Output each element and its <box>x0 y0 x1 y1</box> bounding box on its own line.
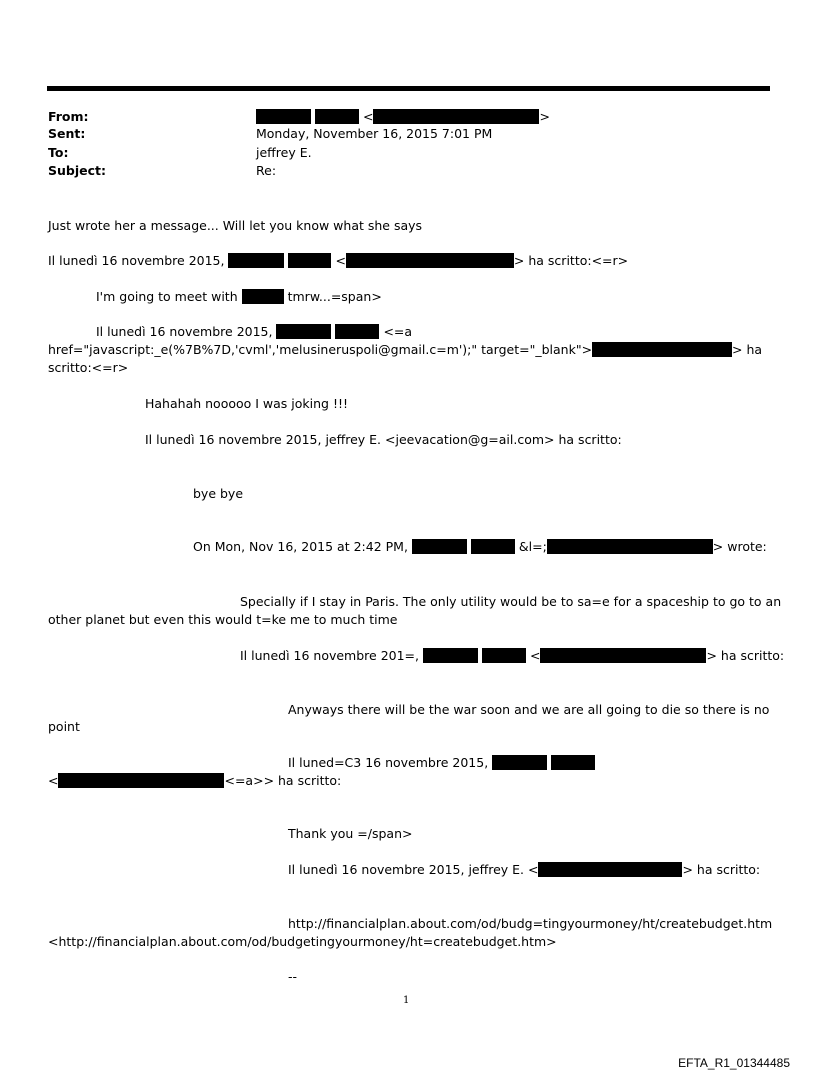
redaction-block <box>540 648 706 663</box>
body-line-17: < <=a>> ha scritto: <box>48 773 342 788</box>
subject-row <box>48 162 768 180</box>
body-line-21: <http://financialplan.about.com/od/budgetingyourmoney/ht=createbudget.htm> <box>48 934 557 949</box>
redaction-block <box>256 109 311 124</box>
body-line-11: Specially if I stay in Paris. The only utility would be to sa=e for a spaceship to go to an <box>240 594 782 609</box>
body-line-10: On Mon, Nov 16, 2015 at 2:42 PM, &l=; > wrote: <box>193 539 767 554</box>
header-rule <box>47 86 770 91</box>
body-line-2: Il lunedì 16 novembre 2015, < > ha scritto:<=r> <box>48 253 629 268</box>
redaction-block <box>315 109 359 124</box>
body-line-7: Hahahah nooooo I was joking !!! <box>145 396 348 411</box>
subject-value: Re: <box>256 163 277 178</box>
to-row <box>48 144 768 162</box>
redaction-block <box>482 648 526 663</box>
redaction-block <box>335 324 379 339</box>
sent-label: Sent: <box>48 126 86 141</box>
redaction-block <box>228 253 284 268</box>
body-line-5: href="javascript:_e(%7B%7D,'cvml','melusineruspoli@gmail.c=m');" target="_blank"> > ha <box>48 342 763 357</box>
subject-label: Subject: <box>48 163 106 178</box>
sent-value: Monday, November 16, 2015 7:01 PM <box>256 126 493 141</box>
body-line-22: -- <box>288 969 298 984</box>
from-gt: > <box>539 109 550 124</box>
redaction-block <box>423 648 478 663</box>
redaction-block <box>547 539 713 554</box>
from-row <box>48 108 768 126</box>
body-line-9: bye bye <box>193 486 244 501</box>
redaction-block <box>346 253 514 268</box>
body-line-19: Il lunedì 16 novembre 2015, jeffrey E. < > ha scritto: <box>288 862 761 877</box>
redaction-block <box>276 324 331 339</box>
redaction-block <box>592 342 732 357</box>
redaction-block <box>538 862 682 877</box>
body-line-14: Anyways there will be the war soon and we are all going to die so there is no <box>288 702 770 717</box>
body-line-18: Thank you =/span> <box>288 826 413 841</box>
to-label: To: <box>48 145 69 160</box>
body-line-1: Just wrote her a message... Will let you know what she says <box>48 218 423 233</box>
redaction-block <box>492 755 547 770</box>
body-line-16: Il luned=C3 16 novembre 2015, <box>288 754 595 771</box>
body-line-15: point <box>48 719 80 734</box>
redaction-block <box>551 755 595 770</box>
body-line-4: Il lunedì 16 novembre 2015, <=a <box>96 324 413 339</box>
redaction-block <box>373 109 539 124</box>
redaction-block <box>288 253 331 268</box>
body-line-8: Il lunedì 16 novembre 2015, jeffrey E. <jeevacation@g=ail.com> ha scritto: <box>145 432 622 447</box>
redaction-block <box>471 539 515 554</box>
from-lt: < <box>362 109 374 124</box>
sent-row <box>48 125 768 143</box>
body-line-6: scritto:<=r> <box>48 360 129 375</box>
body-line-13: Il lunedì 16 novembre 201=, < > ha scritto: <box>240 648 785 663</box>
redaction-block <box>58 773 224 788</box>
redaction-block <box>412 539 467 554</box>
redaction-block <box>242 289 284 304</box>
from-label: From: <box>48 109 89 124</box>
body-line-20: http://financialplan.about.com/od/budg=tingyourmoney/ht/createbudget.htm <box>288 916 773 931</box>
to-value: jeffrey E. <box>256 145 312 160</box>
body-line-3: I'm going to meet with tmrw...=span> <box>96 289 382 304</box>
body-line-12: other planet but even this would t=ke me to much time <box>48 612 398 627</box>
from-value <box>256 108 550 126</box>
bates-number: EFTA_R1_01344485 <box>678 1056 790 1070</box>
page-number: 1 <box>403 995 410 1006</box>
